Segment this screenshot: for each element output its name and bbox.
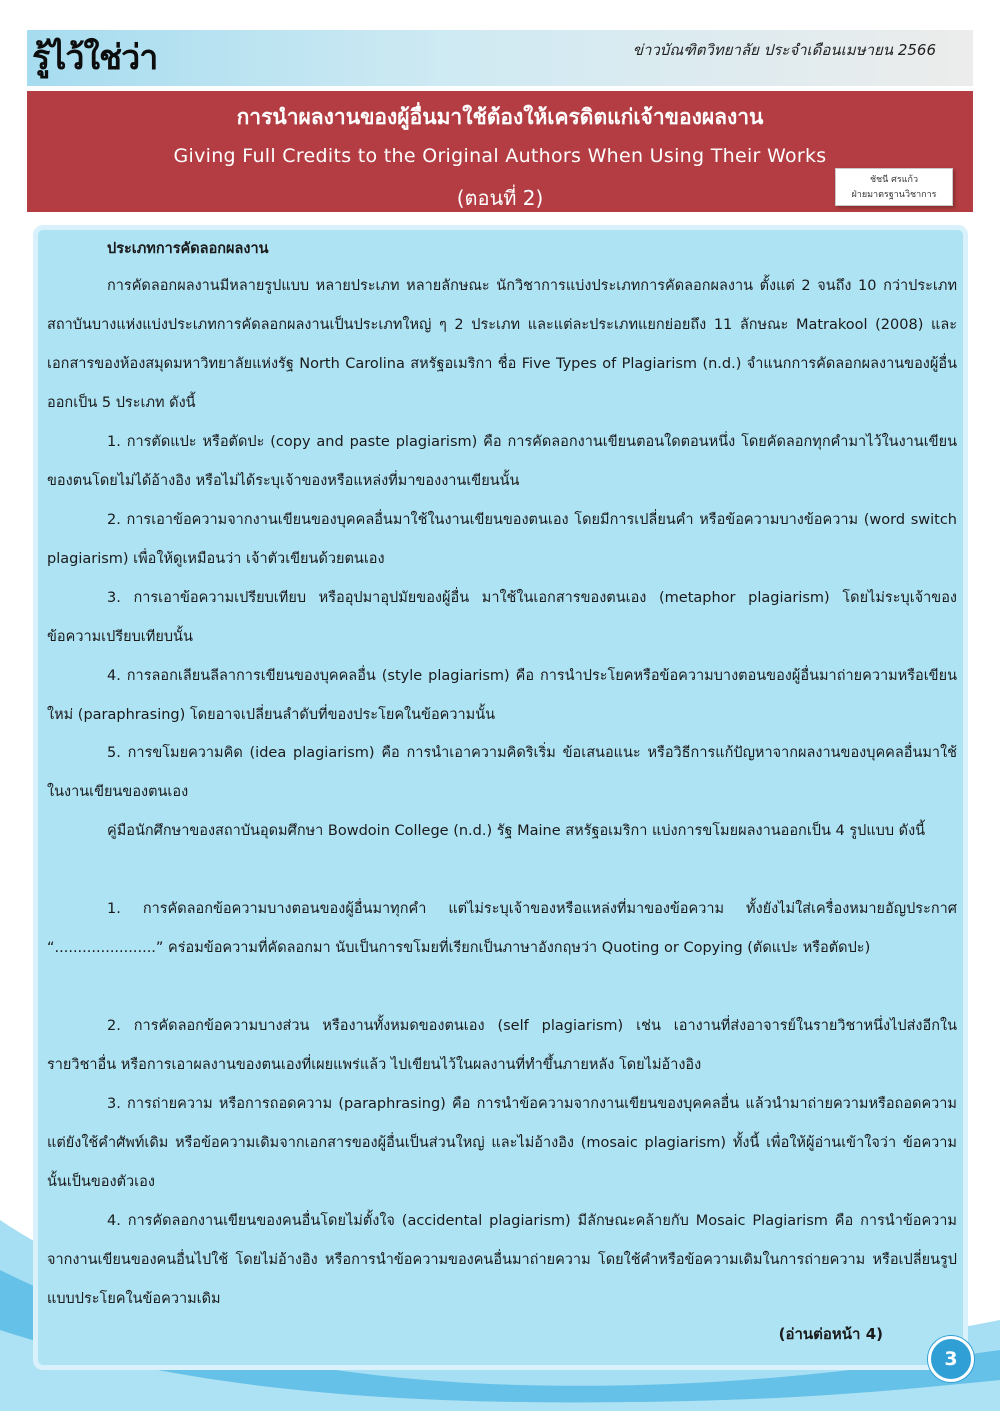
title-thai: การนำผลงานของผู้อื่นมาใช้ต้องให้เครดิตแก่เจ้าของผลงาน — [236, 105, 764, 129]
title-english: Giving Full Credits to the Original Authors When Using Their Works — [173, 145, 827, 167]
type-4-paragraph: 4. การลอกเลียนลีลาการเขียนของบุคคลอื่น (style plagiarism) คือ การนำประโยคหรือข้อความบางตอนของผู้อื่นมาถ่ายความหรือเขียนใหม่ (paraphrasing) โดยอาจเปลี่ยนลำดับที่ของประโยคในข้อความนั้น — [47, 668, 957, 723]
form-1-paragraph: 1. การคัดลอกข้อความบางตอนของผู้อื่นมาทุกคำ แต่ไม่ระบุเจ้าของหรือแหล่งที่มาของข้อความ ทั้งยังไม่ใส่เครื่องหมายอัญประกาศ “......................” คร่อมข้อความที่คัดลอกมา นับเป็นการขโมยที่เรียกเป็นภาษาอังกฤษว่า Quoting or Copying (ตัดแปะ หรือตัดปะ) — [47, 901, 957, 956]
issue-label: ข่าวบัณฑิตวิทยาลัย ประจำเดือนเมษายน 2566 — [632, 41, 936, 59]
bowdoin-paragraph: คู่มือนักศึกษาของสถาบันอุดมศึกษา Bowdoin College (n.d.) รัฐ Maine สหรัฐอเมริกา แบ่งการขโมยผลงานออกเป็น 4 รูปแบบ ดังนี้ — [107, 823, 926, 839]
type-2-paragraph: 2. การเอาข้อความจากงานเขียนของบุคคลอื่นมาใช้ในงานเขียนของตนเอง โดยมีการเปลี่ยนคำ หรือข้อความบางข้อความ (word switch plagiarism) เพื่อให้ดูเหมือนว่า เจ้าตัวเขียนด้วยตนเอง — [47, 512, 957, 567]
title-banner — [27, 91, 973, 212]
author-name: ชัชนี ศรแก้ว — [869, 175, 919, 185]
part-label: (ตอนที่ 2) — [456, 186, 544, 210]
continued-label: (อ่านต่อหน้า 4) — [778, 1325, 883, 1343]
column-brand: รู้ไว้ใช่ว่า — [32, 38, 158, 78]
form-2-paragraph: 2. การคัดลอกข้อความบางส่วน หรืองานทั้งหมดของตนเอง (self plagiarism) เช่น เอางานที่ส่งอาจารย์ในรายวิชาหนึ่งไปส่งอีกในรายวิชาอื่น หรือการเอาผลงานของตนเองที่เผยแพร่แล้ว ไปเขียนไว้ในผลงานที่ทำขึ้นภายหลัง โดยไม่อ้างอิง — [47, 1018, 957, 1073]
type-1-paragraph: 1. การตัดแปะ หรือตัดปะ (copy and paste plagiarism) คือ การคัดลอกงานเขียนตอนใดตอนหนึ่ง โดยคัดลอกทุกคำมาไว้ในงานเขียนของตนโดยไม่ได้อ้างอิง หรือไม่ได้ระบุเจ้าของหรือแหล่งที่มาของงานเขียนนั้น — [47, 434, 957, 489]
section-heading: ประเภทการคัดลอกผลงาน — [107, 241, 269, 257]
intro-paragraph: การคัดลอกผลงานมีหลายรูปแบบ หลายประเภท หลายลักษณะ นักวิชาการแบ่งประเภทการคัดลอกผลงาน ตั้งแต่ 2 จนถึง 10 กว่าประเภท สถาบันบางแห่งแบ่งประเภทการคัดลอกผลงานเป็นประเภทใหญ่ ๆ 2 ประเภท และแต่ละประเภทแยกย่อยถึง 11 ลักษณะ Matrakool (2008) และเอกสารของห้องสมุดมหาวิทยาลัยแห่งรัฐ North Carolina สหรัฐอเมริกา ชื่อ Five Types of Plagiarism (n.d.) จำแนกการคัดลอกผลงานของผู้อื่น ออกเป็น 5 ประเภท ดังนี้ — [47, 278, 957, 411]
form-4-paragraph: 4. การคัดลอกงานเขียนของคนอื่นโดยไม่ตั้งใจ (accidental plagiarism) มีลักษณะคล้ายกับ Mosaic Plagiarism คือ การนำข้อความจากงานเขียนของคนอื่นไปใช้ โดยไม่อ้างอิง หรือการนำข้อความของคนอื่นมาถ่ายความ โดยใช้คำหรือข้อความเดิมในการถ่ายความ หรือเปลี่ยนรูปแบบประโยคในข้อความเดิม — [47, 1213, 957, 1307]
page-number: 3 — [928, 1336, 974, 1382]
author-card — [835, 168, 953, 206]
type-3-paragraph: 3. การเอาข้อความเปรียบเทียบ หรืออุปมาอุปมัยของผู้อื่น มาใช้ในเอกสารของตนเอง (metaphor plagiarism) โดยไม่ระบุเจ้าของข้อความเปรียบเทียบนั้น — [47, 590, 957, 645]
form-3-paragraph: 3. การถ่ายความ หรือการถอดความ (paraphrasing) คือ การนำข้อความจากงานเขียนของบุคคลอื่น แล้วนำมาถ่ายความหรือถอดความ แต่ยังใช้คำศัพท์เดิม หรือข้อความเดิมจากเอกสารของผู้อื่นเป็นส่วนใหญ่ และไม่อ้างอิง (mosaic plagiarism) ทั้งนี้ เพื่อให้ผู้อ่านเข้าใจว่า ข้อความนั้นเป็นของตัวเอง — [47, 1096, 957, 1190]
type-5-paragraph: 5. การขโมยความคิด (idea plagiarism) คือ การนำเอาความคิดริเริ่ม ข้อเสนอแนะ หรือวิธีการแก้ปัญหาจากผลงานของบุคคลอื่นมาใช้ในงานเขียนของตนเอง — [47, 745, 957, 800]
author-department: ฝ่ายมาตรฐานวิชาการ — [851, 190, 937, 200]
